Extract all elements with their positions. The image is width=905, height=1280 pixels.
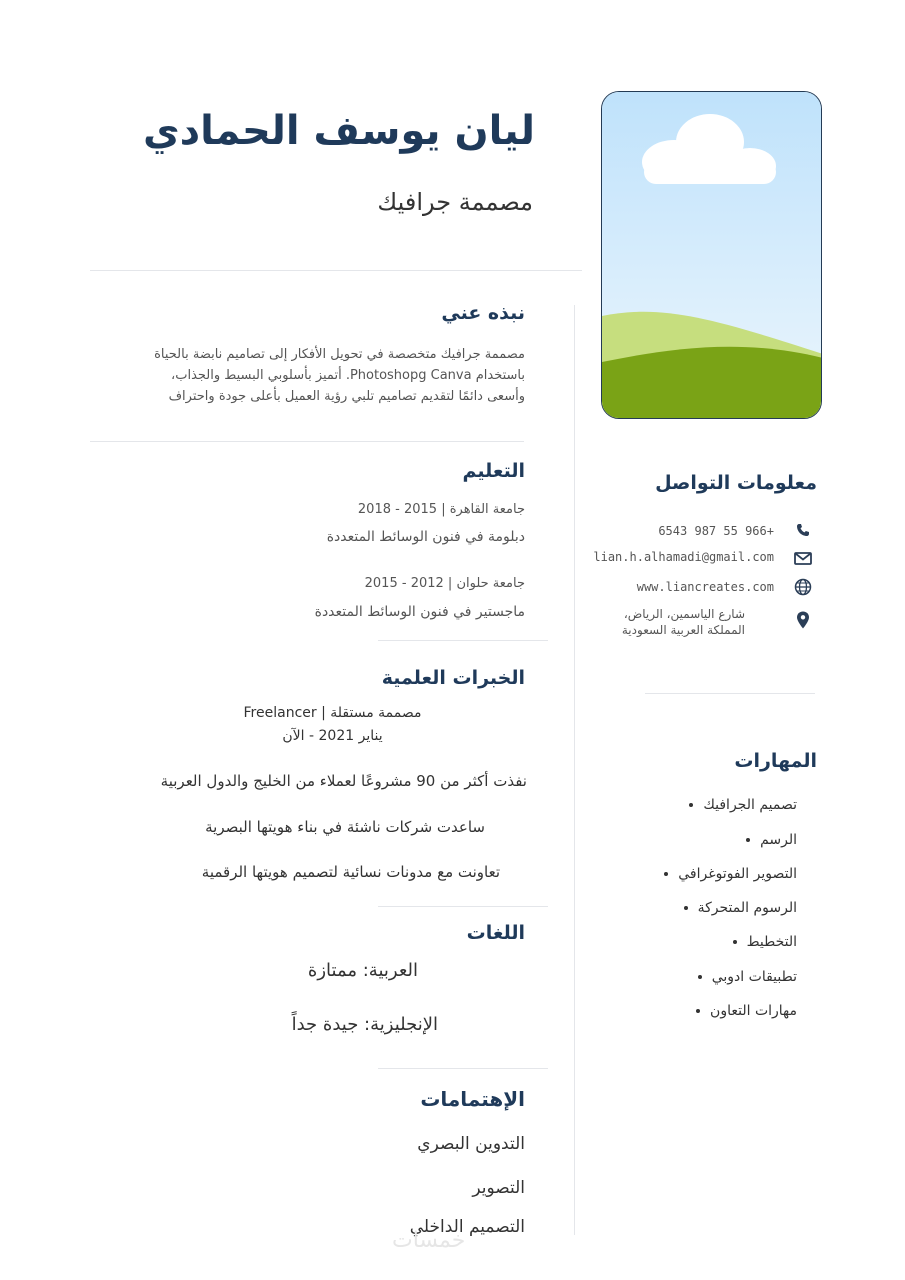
language-item: العربية: ممتازة xyxy=(307,960,418,981)
contact-title: معلومات التواصل xyxy=(655,472,817,494)
contact-address-line: المملكة العربية السعودية xyxy=(621,623,745,637)
landscape-image-icon xyxy=(602,92,822,419)
email-icon xyxy=(793,548,813,568)
interest-item: التصوير xyxy=(472,1178,525,1198)
experience-title: الخبرات العلمية xyxy=(381,667,525,689)
skill-item: تصميم الجرافيك xyxy=(689,797,797,813)
languages-title: اللغات xyxy=(466,922,525,944)
about-line: مصممة جرافيك متخصصة في تحويل الأفكار إلى تصاميم نابضة بالحياة xyxy=(154,347,525,362)
skill-item: الرسوم المتحركة xyxy=(684,900,797,916)
contact-website[interactable]: www.liancreates.com xyxy=(636,580,774,594)
education-school: جامعة حلوان | 2012 - 2015 xyxy=(364,576,525,591)
experience-item: ساعدت شركات ناشئة في بناء هويتها البصرية xyxy=(205,818,485,836)
experience-divider xyxy=(378,906,548,907)
education-degree: ماجستير في فنون الوسائط المتعددة xyxy=(314,604,525,620)
interest-item: التصميم الداخلي xyxy=(409,1217,525,1237)
globe-icon xyxy=(793,577,813,597)
language-item: الإنجليزية: جيدة جداً xyxy=(291,1014,438,1035)
watermark: خمسات xyxy=(392,1228,466,1253)
phone-icon xyxy=(793,520,813,540)
experience-period: يناير 2021 - الآن xyxy=(282,728,383,744)
skill-item: التصوير الفوتوغرافي xyxy=(664,866,797,882)
location-pin-icon xyxy=(793,610,813,630)
contact-email[interactable]: lian.h.alhamadi@gmail.com xyxy=(593,550,774,564)
skill-item: تطبيقات ادوبي xyxy=(698,969,797,985)
job-title: مصممة جرافيك xyxy=(377,188,533,216)
profile-photo-placeholder xyxy=(601,91,822,419)
contact-address-line: شارع الياسمين، الرياض، xyxy=(623,607,745,621)
skill-item: الرسم xyxy=(746,832,797,848)
education-divider xyxy=(378,640,548,641)
languages-divider xyxy=(378,1068,548,1069)
interests-title: الإهتمامات xyxy=(420,1087,525,1111)
about-line: باستخدام Photoshopg Canva. أتميز بأسلوبي البسيط والجذاب، xyxy=(171,368,525,383)
contact-divider xyxy=(645,693,815,694)
experience-item: نفذت أكثر من 90 مشروعًا لعملاء من الخليج والدول العربية xyxy=(160,772,527,790)
about-divider xyxy=(90,441,524,442)
education-title: التعليم xyxy=(462,460,525,482)
contact-phone[interactable]: +966 55 987 6543 xyxy=(658,524,774,538)
skills-title: المهارات xyxy=(734,750,817,772)
experience-role: مصممة مستقلة | Freelancer xyxy=(243,705,422,721)
skill-item: التخطيط xyxy=(733,934,797,950)
education-school: جامعة القاهرة | 2015 - 2018 xyxy=(357,502,525,517)
interest-item: التدوين البصري xyxy=(417,1134,525,1154)
column-divider xyxy=(574,305,575,1235)
experience-item: تعاونت مع مدونات نسائية لتصميم هويتها الرقمية xyxy=(201,863,500,881)
education-degree: دبلومة في فنون الوسائط المتعددة xyxy=(326,529,525,545)
skill-item: مهارات التعاون xyxy=(696,1003,797,1019)
header-divider xyxy=(90,270,582,271)
resume-name: ليان يوسف الحمادي xyxy=(142,108,535,154)
about-line: وأسعى دائمًا لتقديم تصاميم تلبي رؤية العميل بأعلى جودة واحتراف xyxy=(168,389,525,404)
about-title: نبذه عني xyxy=(441,302,525,324)
